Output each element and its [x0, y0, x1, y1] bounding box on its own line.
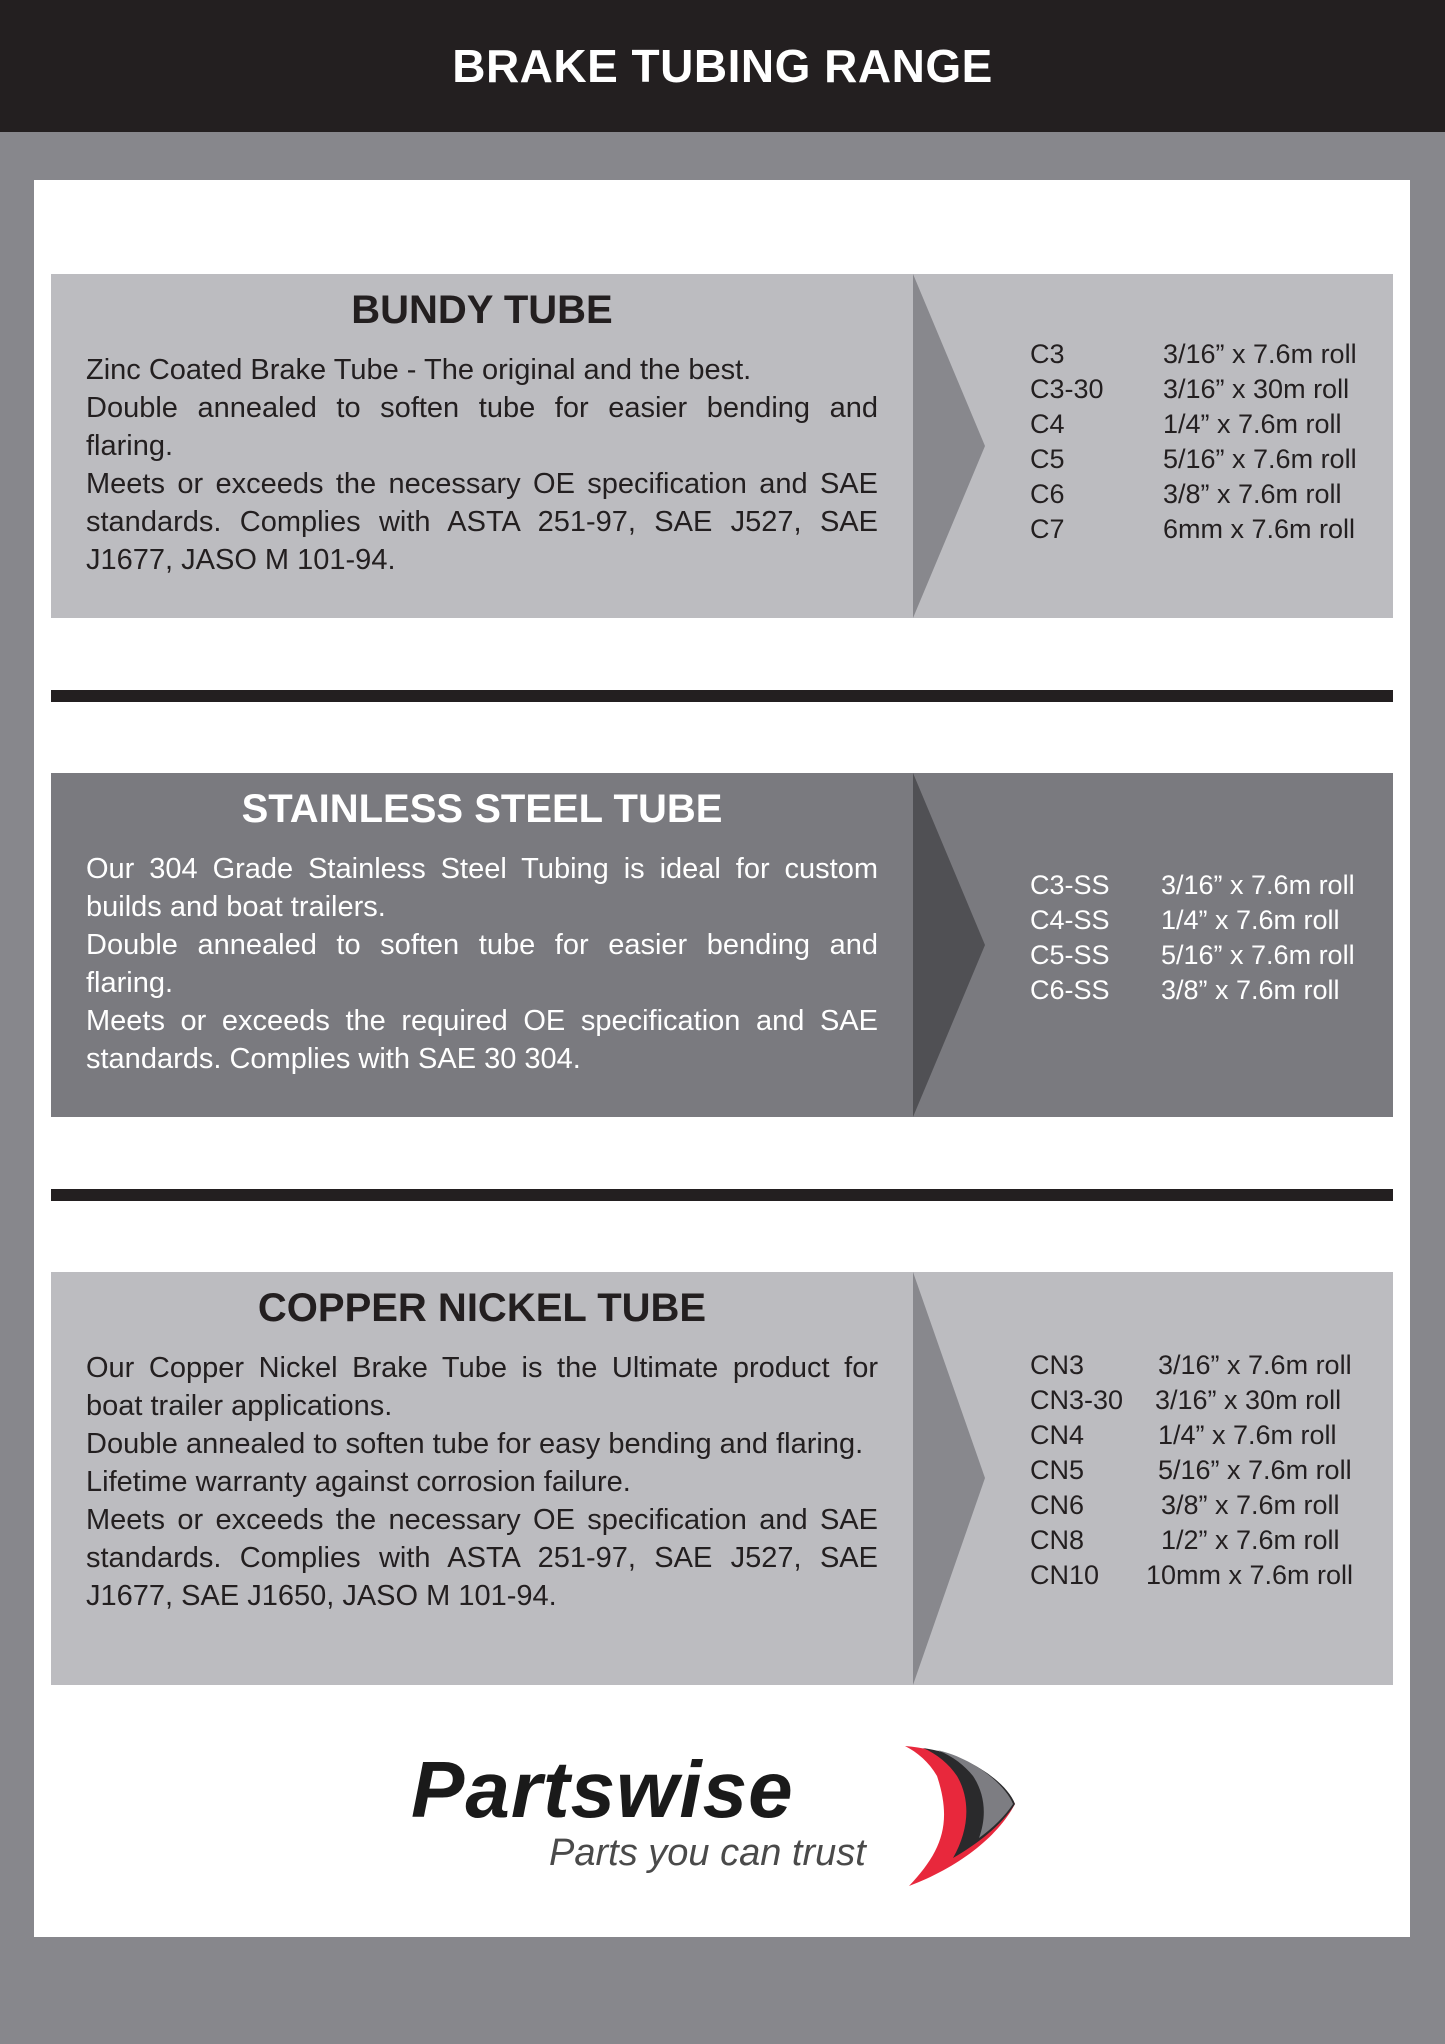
product-row	[1030, 868, 1355, 903]
product-spec: 3/16” x 7.6m roll	[1163, 339, 1357, 369]
section-title: STAINLESS STEEL TUBE	[241, 787, 723, 831]
section-description	[86, 351, 878, 579]
description-line: Our 304 Grade Stainless Steel Tubing is ideal for custom builds and boat trailers.	[86, 853, 878, 923]
product-list	[1030, 1348, 1353, 1593]
product-code: CN8	[1030, 1525, 1085, 1555]
logo-brand: Partswise	[411, 1745, 794, 1834]
description-line: Meets or exceeds the necessary OE specification and SAE standards. Complies with ASTA 251-97, SAE J527, SAE J1677, SAE J1650, JASO M 101-94.	[86, 1504, 878, 1612]
product-spec: 1/4” x 7.6m roll	[1158, 1420, 1337, 1450]
product-list	[1030, 868, 1355, 1008]
product-code: C6	[1030, 479, 1065, 509]
product-row	[1030, 1383, 1353, 1418]
product-code: CN3	[1030, 1350, 1085, 1380]
product-code: C4-SS	[1030, 905, 1110, 935]
product-row	[1030, 372, 1357, 407]
product-spec: 5/16” x 7.6m roll	[1161, 940, 1355, 970]
description-line: Lifetime warranty against corrosion failure.	[86, 1466, 631, 1498]
product-code: CN5	[1030, 1455, 1085, 1485]
product-spec: 3/8” x 7.6m roll	[1161, 1490, 1340, 1520]
logo-tagline: Parts you can trust	[549, 1832, 866, 1874]
product-spec: 6mm x 7.6m roll	[1163, 514, 1356, 544]
description-line: Double annealed to soften tube for easy bending and flaring.	[86, 1428, 864, 1460]
product-row	[1030, 1453, 1353, 1488]
product-code: CN6	[1030, 1490, 1085, 1520]
product-spec: 3/16” x 7.6m roll	[1158, 1350, 1352, 1380]
product-row	[1030, 1418, 1353, 1453]
content-sheet	[34, 180, 1410, 1937]
product-code: CN10	[1030, 1560, 1100, 1590]
product-spec: 3/16” x 7.6m roll	[1161, 870, 1355, 900]
product-code: CN3-30	[1030, 1385, 1124, 1415]
product-row	[1030, 1348, 1353, 1383]
product-row	[1030, 1523, 1353, 1558]
product-spec: 1/4” x 7.6m roll	[1163, 409, 1342, 439]
copper-nickel-tube-panel	[51, 1272, 1393, 1685]
description-line: Zinc Coated Brake Tube - The original and the best.	[86, 354, 752, 386]
product-row	[1030, 938, 1355, 973]
product-row	[1030, 1488, 1353, 1523]
product-row	[1030, 512, 1357, 547]
product-code: CN4	[1030, 1420, 1085, 1450]
partswise-logo	[409, 1740, 1049, 1890]
product-code: C4	[1030, 409, 1065, 439]
product-code: C3-30	[1030, 374, 1104, 404]
section-description	[86, 1349, 878, 1615]
product-spec: 5/16” x 7.6m roll	[1158, 1455, 1352, 1485]
product-code: C5	[1030, 444, 1065, 474]
chevron-right-icon	[913, 773, 985, 1117]
chevron-right-icon	[913, 1272, 985, 1685]
description-line: Meets or exceeds the required OE specification and SAE standards. Complies with SAE 30 304.	[86, 1005, 878, 1075]
product-code: C7	[1030, 514, 1065, 544]
section-description	[86, 850, 878, 1078]
product-spec: 1/4” x 7.6m roll	[1161, 905, 1340, 935]
header-bar	[0, 0, 1445, 132]
logo-swoosh-icon	[897, 1740, 1017, 1890]
section-divider	[51, 690, 1393, 702]
chevron-right-icon	[913, 274, 985, 618]
product-row	[1030, 973, 1355, 1008]
product-row	[1030, 407, 1357, 442]
product-list	[1030, 337, 1357, 547]
description-line: Meets or exceeds the necessary OE specification and SAE standards. Complies with ASTA 251-97, SAE J527, SAE J1677, JASO M 101-94.	[86, 468, 878, 576]
product-spec: 10mm x 7.6m roll	[1146, 1560, 1354, 1590]
product-row	[1030, 477, 1357, 512]
stainless-steel-tube-panel	[51, 773, 1393, 1117]
product-row	[1030, 442, 1357, 477]
product-code: C3-SS	[1030, 870, 1110, 900]
section-title: BUNDY TUBE	[351, 288, 613, 332]
description-line: Double annealed to soften tube for easier bending and flaring.	[86, 929, 878, 999]
product-row	[1030, 1558, 1353, 1593]
product-code: C6-SS	[1030, 975, 1110, 1005]
bundy-tube-panel	[51, 274, 1393, 618]
product-spec: 3/8” x 7.6m roll	[1163, 479, 1342, 509]
product-spec: 1/2” x 7.6m roll	[1161, 1525, 1340, 1555]
product-code: C3	[1030, 339, 1065, 369]
product-row	[1030, 337, 1357, 372]
product-spec: 3/16” x 30m roll	[1163, 374, 1350, 404]
product-spec: 5/16” x 7.6m roll	[1163, 444, 1357, 474]
page-title: BRAKE TUBING RANGE	[452, 40, 993, 92]
description-line: Double annealed to soften tube for easier bending and flaring.	[86, 392, 878, 462]
product-row	[1030, 903, 1355, 938]
product-spec: 3/16” x 30m roll	[1155, 1385, 1342, 1415]
product-code: C5-SS	[1030, 940, 1110, 970]
section-title: COPPER NICKEL TUBE	[257, 1286, 707, 1330]
section-divider	[51, 1189, 1393, 1201]
description-line: Our Copper Nickel Brake Tube is the Ultimate product for boat trailer applications.	[86, 1352, 878, 1422]
product-spec: 3/8” x 7.6m roll	[1161, 975, 1340, 1005]
